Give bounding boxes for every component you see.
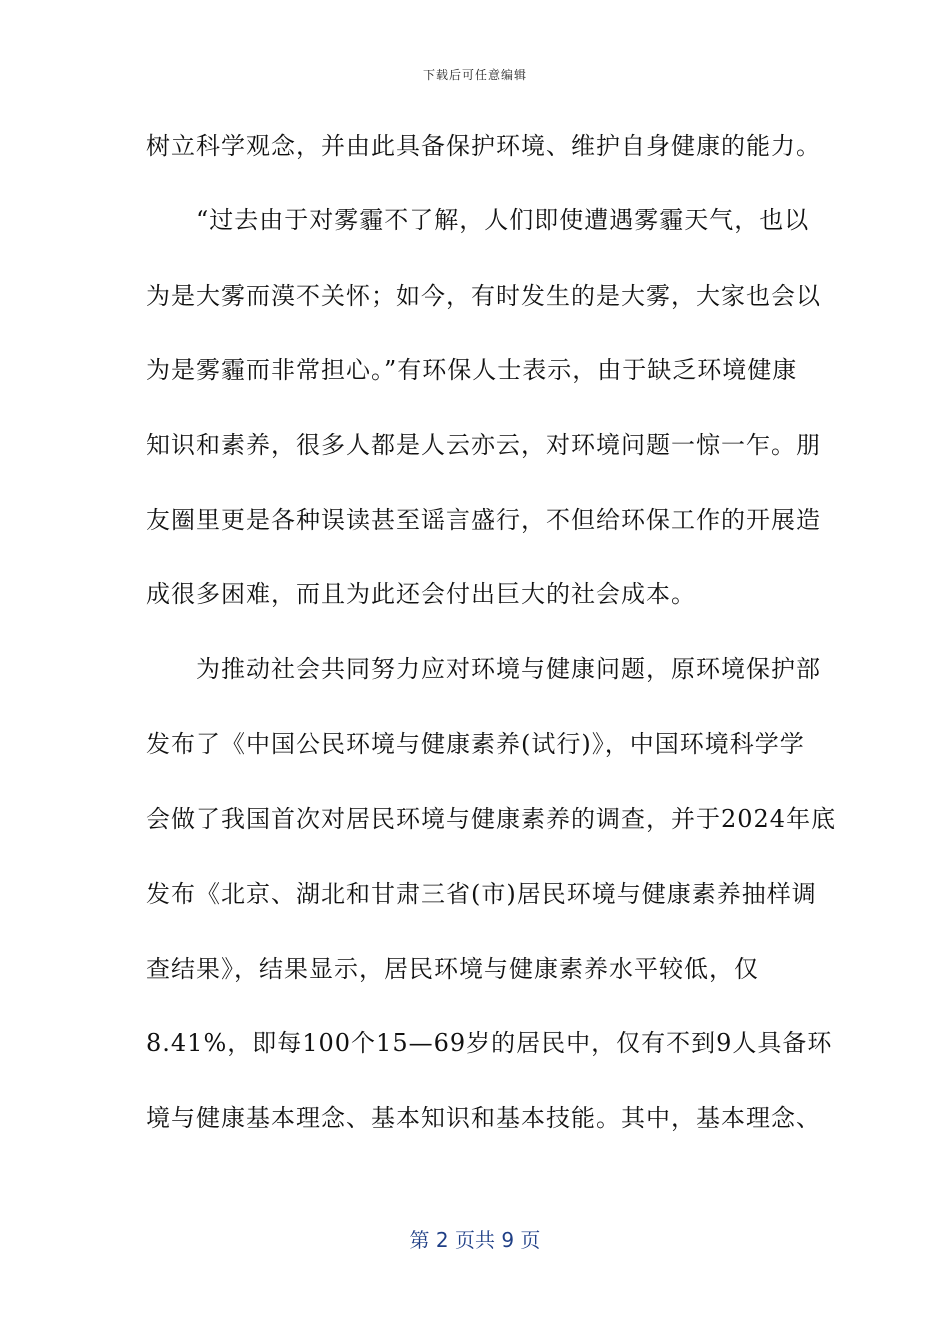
text-line: 为推动社会共同努力应对环境与健康问题，原环境保护部 — [146, 655, 821, 683]
text-line: 树立科学观念，并由此具备保护环境、维护自身健康的能力。 — [146, 132, 821, 160]
header-note: 下载后可任意编辑 — [422, 68, 527, 82]
text-line: 成很多困难，而且为此还会付出巨大的社会成本。 — [146, 580, 696, 608]
text-line: 发布《北京、湖北和甘肃三省(市)居民环境与健康素养抽样调 — [146, 880, 817, 908]
text-line: 发布了《中国公民环境与健康素养(试行)》，中国环境科学学 — [146, 730, 805, 758]
text-line: 境与健康基本理念、基本知识和基本技能。其中，基本理念、 — [146, 1104, 821, 1132]
text-line: 为是大雾而漠不关怀；如今，有时发生的是大雾，大家也会以 — [146, 282, 821, 310]
page-number-footer: 第 2 页共 9 页 — [409, 1228, 541, 1252]
text-line: 知识和素养，很多人都是人云亦云，对环境问题一惊一乍。朋 — [146, 431, 821, 459]
text-line: 友圈里更是各种误读甚至谣言盛行，不但给环保工作的开展造 — [146, 506, 821, 534]
text-line: 为是雾霾而非常担心。”有环保人士表示，由于缺乏环境健康 — [146, 356, 798, 384]
text-line: 查结果》，结果显示，居民环境与健康素养水平较低，仅 — [146, 955, 759, 983]
text-line: 8.41%，即每100个15—69岁的居民中，仅有不到9人具备环 — [146, 1029, 833, 1057]
text-line: “过去由于对雾霾不了解，人们即使遭遇雾霾天气，也以 — [146, 206, 810, 234]
text-line: 会做了我国首次对居民环境与健康素养的调查，并于2024年底 — [146, 805, 837, 833]
